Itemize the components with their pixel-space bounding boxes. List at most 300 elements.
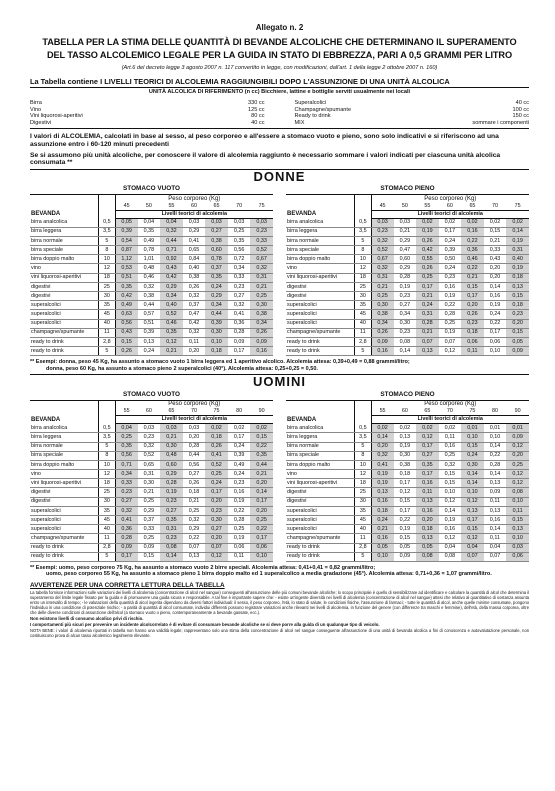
bac-value: 0,10 xyxy=(371,552,394,561)
bac-value: 0,32 xyxy=(183,328,206,337)
grams-value: 30 xyxy=(355,292,371,301)
bac-value: 0,17 xyxy=(484,328,507,337)
table-uomini-full xyxy=(286,390,529,562)
table-row xyxy=(286,506,529,515)
bevanda-header: BEVANDA xyxy=(286,400,355,423)
bac-value: 0,09 xyxy=(506,347,529,356)
bac-value: 0,06 xyxy=(484,337,507,346)
bac-value: 0,06 xyxy=(228,543,251,552)
grams-value: 2,8 xyxy=(99,337,115,346)
bac-value: 0,14 xyxy=(394,347,417,356)
warnings-title: AVVERTENZE PER UNA CORRETTA LETTURA DELLA TABELLA xyxy=(30,581,225,589)
bac-value: 0,21 xyxy=(183,497,206,506)
grams-value: 8 xyxy=(99,451,115,460)
bac-value: 0,19 xyxy=(228,534,251,543)
table-row xyxy=(286,488,529,497)
bac-value: 0,48 xyxy=(160,451,183,460)
table-row xyxy=(30,460,273,469)
unit-reference-box xyxy=(30,87,529,129)
table-row xyxy=(30,255,273,264)
bac-value: 0,19 xyxy=(371,470,394,479)
bac-value: 0,22 xyxy=(394,516,417,525)
bac-value: 0,56 xyxy=(228,246,251,255)
beverage-name: superalcolici xyxy=(30,310,99,319)
bac-value: 0,02 xyxy=(228,424,251,433)
bac-value: 0,16 xyxy=(439,282,462,291)
levels-label: Livelli teorici di alcolemia xyxy=(371,210,529,218)
bac-value: 0,11 xyxy=(228,552,251,561)
table-row xyxy=(286,534,529,543)
bac-value: 0,04 xyxy=(439,543,462,552)
bac-value: 0,06 xyxy=(506,552,529,561)
bac-value: 0,39 xyxy=(439,246,462,255)
bac-value: 0,18 xyxy=(394,470,417,479)
beverage-name: ready to drink xyxy=(30,337,99,346)
weight-kg: 70 xyxy=(236,202,243,209)
bac-value: 0,41 xyxy=(183,236,206,245)
bac-value: 0,40 xyxy=(183,264,206,273)
bac-value: 0,17 xyxy=(439,227,462,236)
bac-value: 0,28 xyxy=(394,273,417,282)
table-row xyxy=(30,246,273,255)
unit-header: UNITÀ ALCOLICA DI RIFERIMENTO (n cc) Bicchiere, lattine e bottiglie serviti usualmente nei locali xyxy=(148,89,411,95)
unit-row xyxy=(294,107,529,114)
table-row xyxy=(286,460,529,469)
bac-value: 0,16 xyxy=(371,497,394,506)
bac-value: 0,21 xyxy=(394,227,417,236)
bac-value: 0,30 xyxy=(461,460,484,469)
table-row xyxy=(30,337,273,346)
unit-name: Champagne/spumante xyxy=(294,106,352,113)
bac-value: 0,20 xyxy=(250,506,273,515)
bac-value: 0,02 xyxy=(416,218,439,227)
table-row xyxy=(286,236,529,245)
bac-value: 0,10 xyxy=(205,337,228,346)
grams-value: 2,8 xyxy=(355,337,371,346)
warnings-text: La tabella fornisce informazioni sulle variazioni dei livelli di alcolemia (concentrazione di alcol nel sangue) conseguenti all'assunzione delle più comuni bevande alcoliche; lo scopo principale è quello di sensibilizzare ad identificare e calcolare la quantità di alcol che determina il superamento del limite legale fissato per la guida e di promuovere una guida sicura e responsabile. A tal fine è importante sapere che: - esiste un'ingente diversità nei livelli di alcolemia (concentrazione di alcol nel sangue) attesi che relativo al quantitativo di sostanza assunta entro un intervallo di tempo; - le valutazioni della quantità di alcol ingerita dipendono da diversi fattori individuali: il sesso, il peso corporeo, l'età, lo stato di salute, le condizioni fisiche, l'assunzione di farmaci; - tutte le quantità di alcol, anche quelle minime consumate, pongono l'individuo in una condizione di potenziale rischio; - a parità di quantità di alcol consumate, individui differenti possono registrare variazioni anche rilevanti nei livelli di alcolemia, in funzione del genere (con differenze tra maschi e femmine), dell'età, della massa corporea, oltre che delle diverse condizioni di assunzione dell'alcol (a stomaco vuoto o pieno, contemporaneamente a bevande gassate, ecc.). xyxy=(30,589,529,615)
table-row xyxy=(286,319,529,328)
bac-value: 0,15 xyxy=(394,534,417,543)
beverage-name: birra doppio malto xyxy=(30,255,99,264)
beverage-name: superalcolici xyxy=(30,301,99,310)
bac-value: 0,20 xyxy=(484,273,507,282)
grams-value: 35 xyxy=(355,301,371,310)
bac-value: 0,27 xyxy=(416,451,439,460)
beverage-name: birra normale xyxy=(286,236,355,245)
bac-value: 0,16 xyxy=(461,227,484,236)
bac-value: 0,52 xyxy=(138,451,161,460)
bac-value: 0,03 xyxy=(183,218,206,227)
bac-value: 0,15 xyxy=(461,525,484,534)
example-note-donne-2: donna, peso 60 Kg, ha assunto a stomaco pieno 2 superalcolici (40°). Alcolemia attesa: 0,25+0,25 = 0,50. xyxy=(46,365,318,372)
beverage-name: champagne/spumante xyxy=(30,534,99,543)
bac-value: 0,78 xyxy=(205,255,228,264)
bac-value: 0,87 xyxy=(115,246,138,255)
grams-value: 5 xyxy=(99,442,115,451)
bac-value: 0,56 xyxy=(115,319,138,328)
bac-value: 0,23 xyxy=(371,227,394,236)
bac-value: 0,09 xyxy=(484,488,507,497)
bac-value: 0,43 xyxy=(484,255,507,264)
bevanda-header: BEVANDA xyxy=(30,195,99,218)
bac-value: 0,24 xyxy=(228,442,251,451)
table-row xyxy=(30,227,273,236)
bac-value: 0,56 xyxy=(115,451,138,460)
beverage-name: superalcolici xyxy=(30,525,99,534)
table-row xyxy=(286,525,529,534)
beverage-name: birra doppio malto xyxy=(286,255,355,264)
grams-value: 18 xyxy=(355,479,371,488)
bac-value: 0,14 xyxy=(484,525,507,534)
bac-value: 0,24 xyxy=(416,301,439,310)
table-donne-empty xyxy=(30,185,273,357)
unit-value: 150 cc xyxy=(512,113,529,120)
bac-value: 0,65 xyxy=(138,460,161,469)
beverage-name: digestivi xyxy=(30,497,99,506)
bac-value: 0,38 xyxy=(371,310,394,319)
bac-value: 0,37 xyxy=(183,301,206,310)
grams-value: 25 xyxy=(99,282,115,291)
beverage-name: ready to drink xyxy=(286,552,355,561)
bac-value: 0,13 xyxy=(416,534,439,543)
bac-value: 0,14 xyxy=(250,488,273,497)
table-row xyxy=(286,328,529,337)
bac-value: 0,17 xyxy=(461,516,484,525)
bac-value: 0,30 xyxy=(160,442,183,451)
bac-value: 0,33 xyxy=(138,525,161,534)
bac-value: 0,29 xyxy=(394,236,417,245)
weight-kg: 65 xyxy=(424,408,431,415)
bac-value: 0,16 xyxy=(439,525,462,534)
bac-value: 0,05 xyxy=(416,543,439,552)
beverage-name: champagne/spumante xyxy=(30,328,99,337)
bac-value: 0,10 xyxy=(461,433,484,442)
bac-value: 0,17 xyxy=(416,470,439,479)
bac-value: 0,26 xyxy=(183,282,206,291)
bac-value: 0,26 xyxy=(205,442,228,451)
bac-value: 0,35 xyxy=(228,236,251,245)
bac-value: 0,07 xyxy=(416,337,439,346)
bac-value: 0,32 xyxy=(250,264,273,273)
beverage-name: birra leggera xyxy=(30,227,99,236)
beverage-name: digestivi xyxy=(30,488,99,497)
bac-value: 0,23 xyxy=(439,273,462,282)
bac-value: 0,20 xyxy=(416,516,439,525)
bac-value: 0,19 xyxy=(394,442,417,451)
bac-value: 0,24 xyxy=(439,264,462,273)
bac-value: 0,10 xyxy=(506,497,529,506)
table-row xyxy=(30,218,273,227)
table-row xyxy=(286,543,529,552)
grams-value: 0,5 xyxy=(355,218,371,227)
grams-value: 11 xyxy=(355,534,371,543)
bac-value: 0,27 xyxy=(205,227,228,236)
bac-value: 0,06 xyxy=(250,543,273,552)
bac-value: 0,10 xyxy=(250,552,273,561)
beverage-name: digestivi xyxy=(286,497,355,506)
table-row xyxy=(286,337,529,346)
bac-value: 0,30 xyxy=(394,319,417,328)
allegato-label: Allegato n. 2 xyxy=(255,23,304,32)
bac-value: 0,20 xyxy=(183,433,206,442)
grams-value: 25 xyxy=(355,488,371,497)
bac-value: 0,28 xyxy=(484,460,507,469)
bac-value: 0,02 xyxy=(461,218,484,227)
unit-value: 125 cc xyxy=(248,106,265,113)
bac-value: 0,40 xyxy=(506,255,529,264)
bac-value: 0,28 xyxy=(183,442,206,451)
bac-value: 0,12 xyxy=(439,497,462,506)
beverage-name: champagne/spumante xyxy=(286,534,355,543)
bac-value: 0,38 xyxy=(205,236,228,245)
bac-value: 0,16 xyxy=(371,534,394,543)
table-row xyxy=(286,292,529,301)
table-row xyxy=(30,442,273,451)
bac-value: 0,28 xyxy=(439,310,462,319)
table-row xyxy=(286,347,529,356)
bac-value: 0,12 xyxy=(394,488,417,497)
bac-value: 0,38 xyxy=(250,310,273,319)
bac-value: 0,12 xyxy=(461,497,484,506)
bac-value: 0,21 xyxy=(416,328,439,337)
grams-value: 3,5 xyxy=(99,433,115,442)
bac-value: 0,21 xyxy=(484,236,507,245)
bac-value: 0,20 xyxy=(506,319,529,328)
bac-value: 0,32 xyxy=(439,460,462,469)
bac-value: 0,23 xyxy=(461,319,484,328)
grams-value: 5 xyxy=(355,552,371,561)
bac-value: 0,67 xyxy=(371,255,394,264)
bac-value: 0,26 xyxy=(250,328,273,337)
bac-value: 0,29 xyxy=(183,227,206,236)
bac-value: 0,49 xyxy=(228,460,251,469)
beverage-name: ready to drink xyxy=(30,347,99,356)
bac-value: 0,18 xyxy=(371,506,394,515)
levels-label: Livelli teorici di alcolemia xyxy=(371,416,529,424)
bac-value: 0,27 xyxy=(205,525,228,534)
bac-value: 0,08 xyxy=(394,337,417,346)
bac-value: 0,28 xyxy=(228,516,251,525)
bac-value: 0,38 xyxy=(394,460,417,469)
bac-value: 0,52 xyxy=(205,460,228,469)
table-row xyxy=(30,552,273,561)
weight-kg: 55 xyxy=(123,408,130,415)
beverage-name: digestivi xyxy=(30,282,99,291)
bac-value: 0,13 xyxy=(138,337,161,346)
bac-value: 0,23 xyxy=(160,534,183,543)
unit-name: Superalcolici xyxy=(294,100,327,106)
bac-value: 0,02 xyxy=(371,424,394,433)
table-row xyxy=(30,497,273,506)
bac-value: 0,18 xyxy=(416,525,439,534)
bac-value: 0,17 xyxy=(115,552,138,561)
bac-value: 0,23 xyxy=(506,310,529,319)
bac-value: 0,40 xyxy=(160,301,183,310)
grams-value: 18 xyxy=(355,273,371,282)
bac-value: 0,31 xyxy=(371,273,394,282)
bac-value: 0,35 xyxy=(160,516,183,525)
example-note-uomini-1: ** Esempi: uomo, peso corporeo 75 Kg, ha assunto a stomaco vuoto 2 birre speciali. Alcolemia attesa: 0,41+0,41 = 0,82 grammi/litro; xyxy=(30,564,376,571)
bac-value: 0,39 xyxy=(138,328,161,337)
bac-value: 0,12 xyxy=(506,442,529,451)
example-note-uomini xyxy=(30,565,529,578)
weight-label: Peso corporeo (Kg) xyxy=(168,195,221,202)
bac-value: 0,12 xyxy=(506,470,529,479)
final-statement-2: I comportamenti più sicuri per prevenire un incidente alcolcorrelato è di evitare di consumare bevande alcoliche se si deve porre alla guida di un qualunque tipo di veicolo. xyxy=(30,621,380,627)
bac-value: 0,03 xyxy=(138,424,161,433)
grams-value: 30 xyxy=(99,292,115,301)
weight-kg: 75 xyxy=(469,408,476,415)
bac-value: 0,19 xyxy=(416,227,439,236)
bac-value: 0,26 xyxy=(183,479,206,488)
bac-value: 0,32 xyxy=(183,292,206,301)
bac-value: 0,34 xyxy=(394,310,417,319)
table-row xyxy=(30,534,273,543)
bac-value: 0,03 xyxy=(250,218,273,227)
bac-value: 0,16 xyxy=(371,347,394,356)
grams-value: 10 xyxy=(355,460,371,469)
beverage-name: birra speciale xyxy=(286,246,355,255)
bac-value: 0,33 xyxy=(228,273,251,282)
table-row xyxy=(30,543,273,552)
weight-kg: 60 xyxy=(446,202,453,209)
bac-value: 0,14 xyxy=(461,470,484,479)
bac-value: 0,29 xyxy=(160,282,183,291)
bac-value: 0,09 xyxy=(138,543,161,552)
beverage-name: birra normale xyxy=(30,442,99,451)
bac-value: 0,43 xyxy=(160,264,183,273)
unit-row xyxy=(294,113,529,120)
bac-value: 0,22 xyxy=(461,236,484,245)
bac-value: 0,21 xyxy=(371,282,394,291)
beverage-name: digestivi xyxy=(30,292,99,301)
bac-value: 0,35 xyxy=(205,273,228,282)
grams-value: 25 xyxy=(355,282,371,291)
grams-value: 0,5 xyxy=(99,424,115,433)
bac-value: 0,30 xyxy=(371,301,394,310)
grams-header xyxy=(355,400,371,423)
table-row xyxy=(286,470,529,479)
table-row xyxy=(286,282,529,291)
bac-value: 0,13 xyxy=(394,433,417,442)
bac-value: 0,14 xyxy=(371,433,394,442)
bac-value: 0,21 xyxy=(160,347,183,356)
bac-value: 0,29 xyxy=(183,525,206,534)
bac-value: 0,56 xyxy=(183,460,206,469)
bac-value: 0,20 xyxy=(183,347,206,356)
bac-value: 0,27 xyxy=(183,470,206,479)
bac-value: 0,15 xyxy=(506,328,529,337)
bac-value: 0,16 xyxy=(228,488,251,497)
bac-value: 0,25 xyxy=(371,292,394,301)
bac-value: 0,22 xyxy=(461,264,484,273)
bac-value: 0,37 xyxy=(138,516,161,525)
table-row xyxy=(286,552,529,561)
table-row xyxy=(286,516,529,525)
bac-value: 0,23 xyxy=(138,433,161,442)
bac-value: 0,55 xyxy=(416,255,439,264)
grams-value: 5 xyxy=(355,347,371,356)
weight-kg: 75 xyxy=(258,202,265,209)
bac-value: 0,08 xyxy=(439,552,462,561)
bac-value: 0,30 xyxy=(205,328,228,337)
bac-value: 0,13 xyxy=(371,488,394,497)
stomach-header: STOMACO PIENO xyxy=(286,390,529,400)
table-donne-full xyxy=(286,185,529,357)
beverage-name: birra doppio malto xyxy=(286,460,355,469)
bac-value: 0,25 xyxy=(183,506,206,515)
bac-value: 0,42 xyxy=(115,292,138,301)
bac-value: 0,07 xyxy=(461,552,484,561)
bac-value: 0,02 xyxy=(250,424,273,433)
bac-value: 0,22 xyxy=(484,319,507,328)
beverage-name: vini liquorosi-aperitivi xyxy=(30,273,99,282)
beverage-name: birra speciale xyxy=(286,451,355,460)
bac-value: 0,53 xyxy=(115,264,138,273)
bac-value: 0,36 xyxy=(115,525,138,534)
beverage-name: superalcolici xyxy=(286,506,355,515)
bac-value: 0,23 xyxy=(115,488,138,497)
bac-value: 0,15 xyxy=(138,552,161,561)
bac-value: 0,28 xyxy=(228,328,251,337)
bac-value: 0,15 xyxy=(506,516,529,525)
bac-value: 0,35 xyxy=(115,442,138,451)
bac-value: 0,12 xyxy=(506,479,529,488)
bac-value: 0,09 xyxy=(394,552,417,561)
bac-value: 0,46 xyxy=(461,255,484,264)
grams-value: 40 xyxy=(99,319,115,328)
bac-value: 0,05 xyxy=(115,218,138,227)
bac-value: 0,35 xyxy=(160,328,183,337)
bac-value: 0,21 xyxy=(416,292,439,301)
bac-value: 0,15 xyxy=(439,470,462,479)
bac-value: 0,08 xyxy=(506,488,529,497)
bac-value: 0,34 xyxy=(250,319,273,328)
table-row xyxy=(286,246,529,255)
bac-value: 0,03 xyxy=(506,543,529,552)
bac-value: 0,24 xyxy=(228,470,251,479)
weight-kg: 50 xyxy=(145,202,152,209)
bac-value: 0,51 xyxy=(115,273,138,282)
bac-value: 0,20 xyxy=(250,479,273,488)
beverage-name: birra leggera xyxy=(30,433,99,442)
table-row xyxy=(30,347,273,356)
weight-kg: 50 xyxy=(401,202,408,209)
bac-value: 0,07 xyxy=(205,543,228,552)
bac-value: 0,23 xyxy=(394,328,417,337)
bac-value: 0,22 xyxy=(250,525,273,534)
table-row xyxy=(30,292,273,301)
weight-kg: 90 xyxy=(258,408,265,415)
bac-value: 0,01 xyxy=(506,424,529,433)
bac-value: 0,22 xyxy=(439,301,462,310)
bac-value: 0,12 xyxy=(416,433,439,442)
grams-value: 0,5 xyxy=(99,218,115,227)
table-row xyxy=(30,525,273,534)
beverage-name: ready to drink xyxy=(30,552,99,561)
bac-value: 0,29 xyxy=(160,470,183,479)
grams-value: 11 xyxy=(99,534,115,543)
bac-value: 0,35 xyxy=(250,451,273,460)
grams-value: 30 xyxy=(355,497,371,506)
unit-value: 40 cc xyxy=(251,119,265,126)
bac-value: 0,27 xyxy=(394,301,417,310)
bac-value: 0,48 xyxy=(138,264,161,273)
bac-value: 0,13 xyxy=(416,497,439,506)
paragraph-alcolemia: I valori di ALCOLEMIA, calcolati in base al sesso, al peso corporeo e all'essere a stomaco vuoto e pieno, sono solo indicativi e si riferiscono ad una assunzione entro i 60-120 minuti precedenti xyxy=(30,133,499,148)
bac-value: 0,42 xyxy=(160,273,183,282)
bac-value: 0,29 xyxy=(205,292,228,301)
